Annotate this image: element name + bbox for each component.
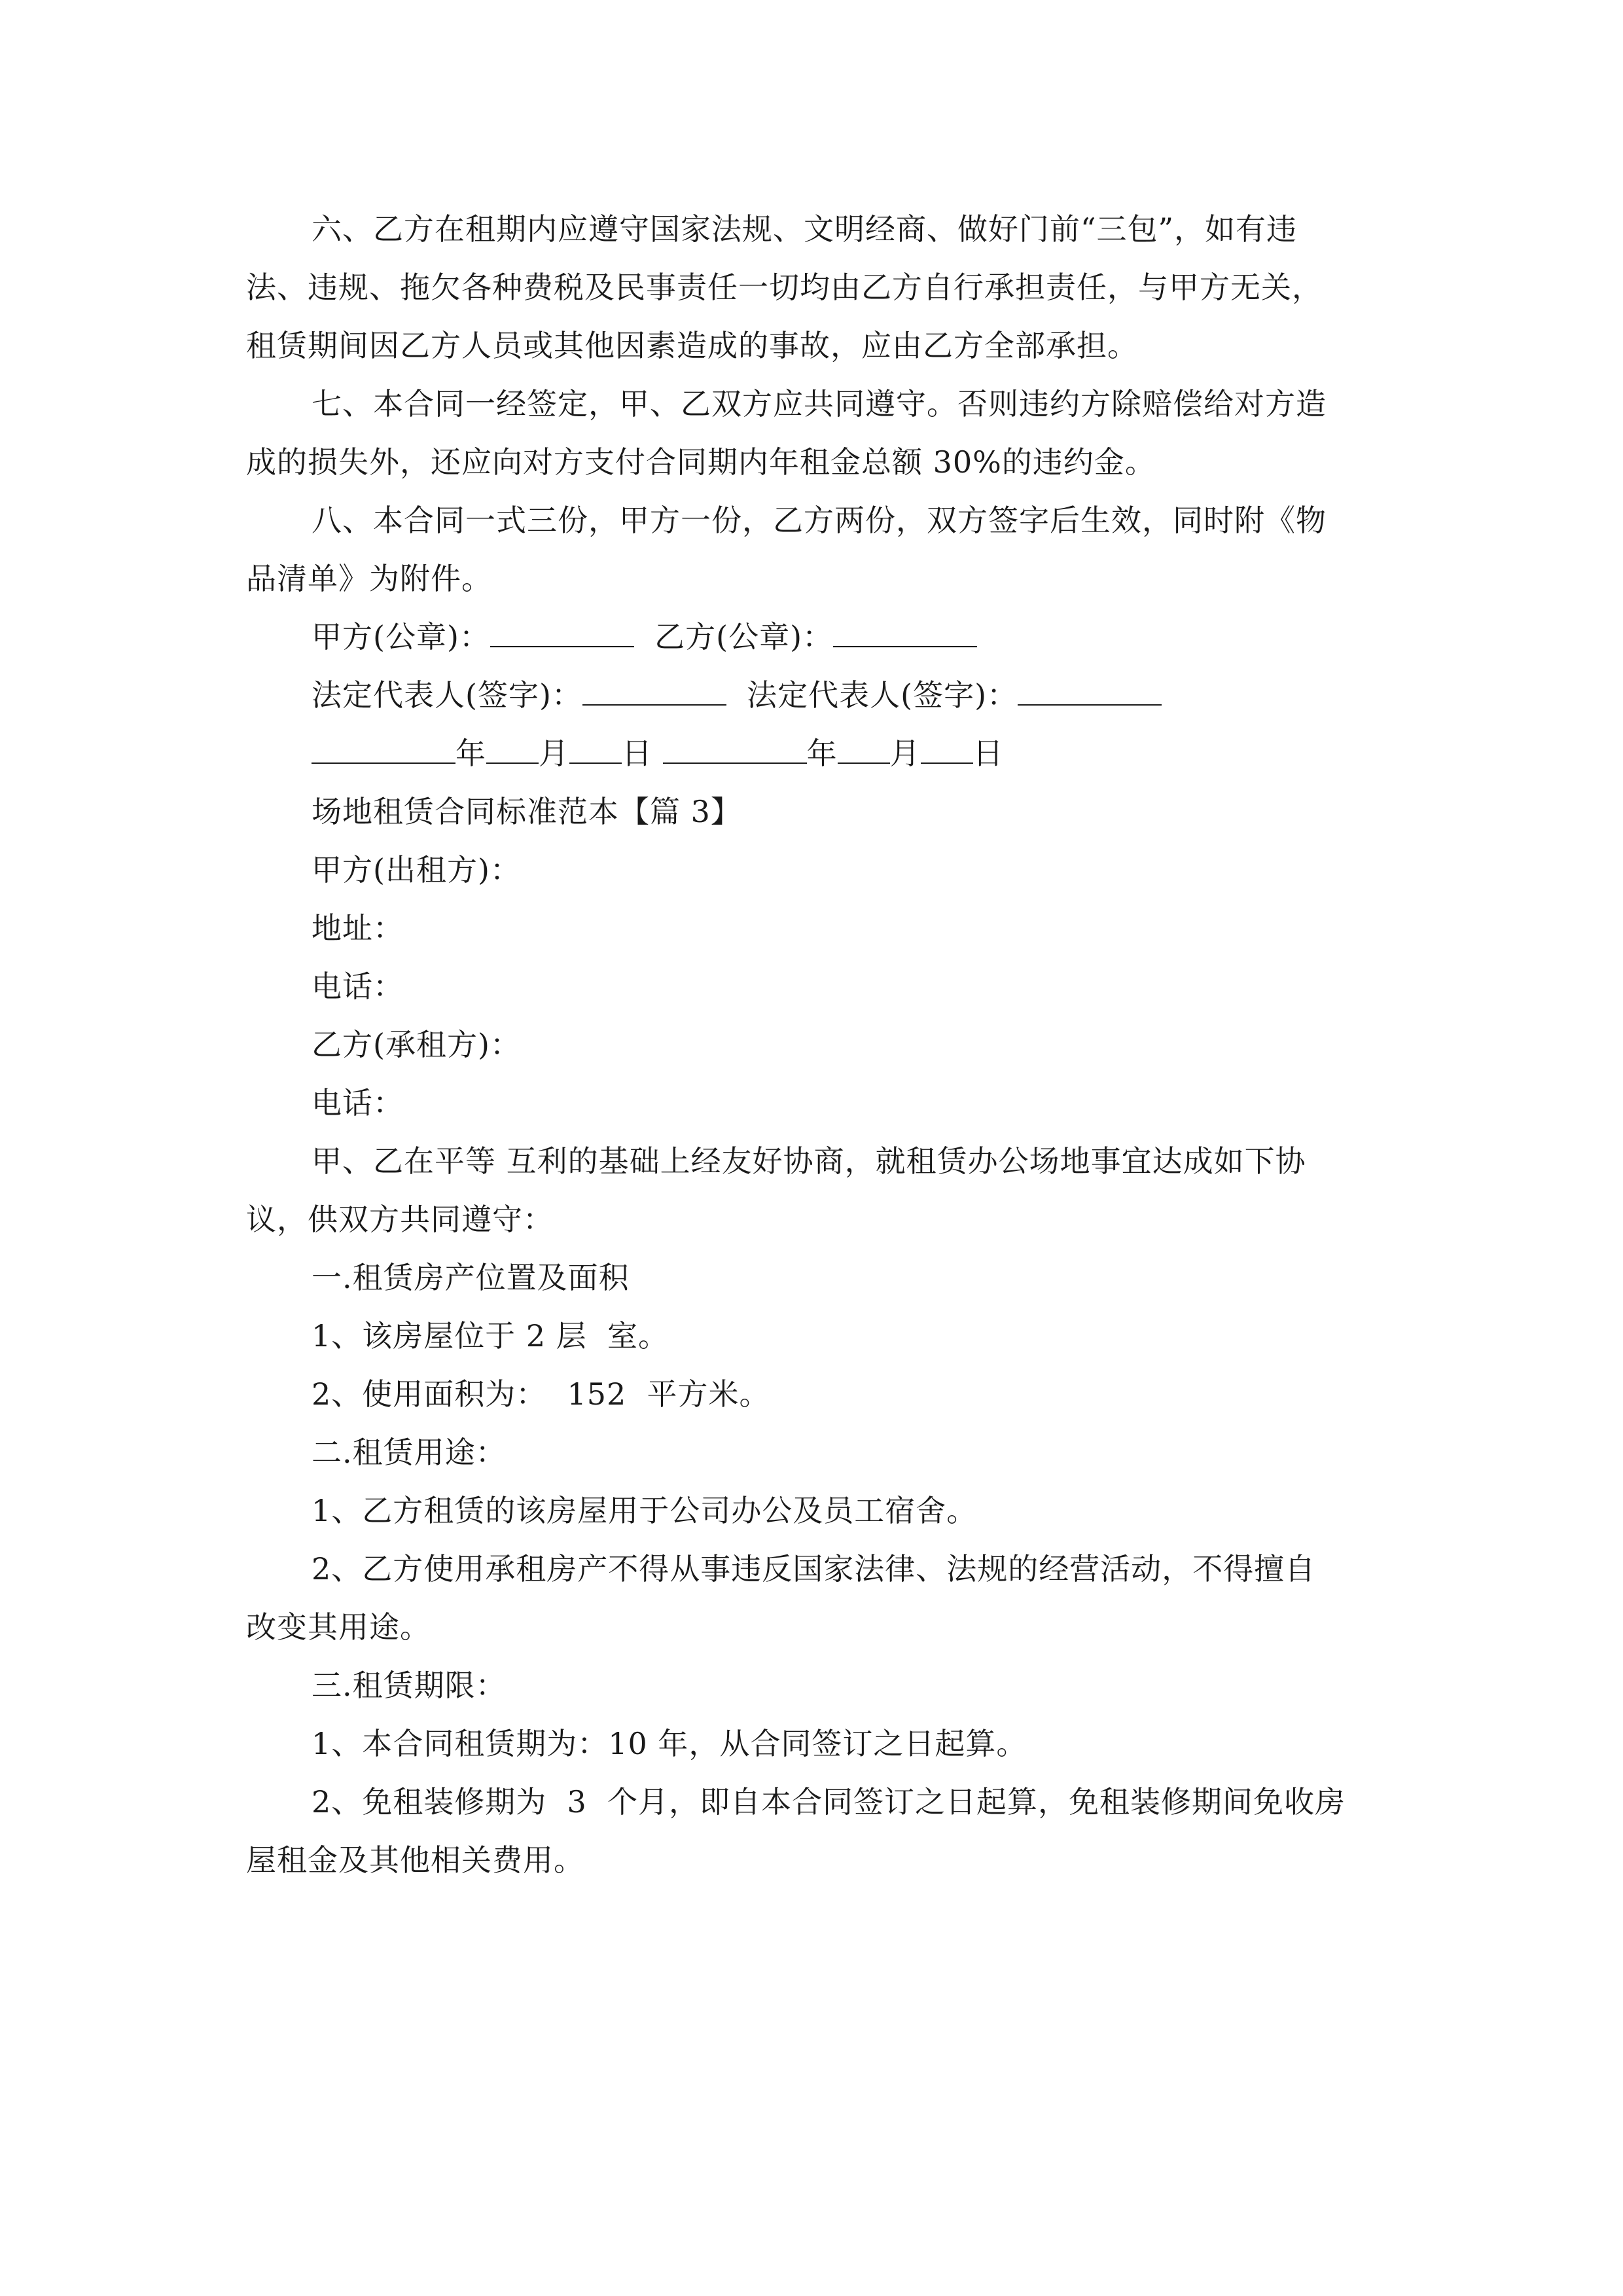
clause-2-title: 二.租赁用途： xyxy=(312,1435,507,1470)
month-label-b: 月 xyxy=(889,736,921,771)
year-label-b: 年 xyxy=(806,736,838,771)
clause-6-line-1: 六、乙方在租期内应遵守国家法规、文明经商、做好门前“三包”，如有违 xyxy=(312,211,1298,247)
address-label: 地址： xyxy=(312,910,404,946)
clause-3-title: 三.租赁期限： xyxy=(312,1668,507,1703)
party-b-rep-label: 法定代表人(签字)： xyxy=(747,677,1018,713)
date-line xyxy=(246,725,1398,783)
year-label-a: 年 xyxy=(455,736,486,771)
intro-line-1: 甲、乙在平等 互利的基础上经友好协商，就租赁办公场地事宜达成如下协 xyxy=(312,1143,1306,1179)
clause-3-item-2-line-1: 2、免租装修期为 3 个月，即自本合同签订之日起算，免租装修期间免收房 xyxy=(312,1784,1346,1820)
clause-2-item-2-line-1: 2、乙方使用承租房产不得从事违反国家法律、法规的经营活动，不得擅自 xyxy=(312,1551,1316,1587)
representative-line xyxy=(246,666,1398,725)
party-a-rep-blank xyxy=(582,678,726,706)
party-a-rep-label: 法定代表人(签字)： xyxy=(312,677,582,713)
clause-2-item-2-line-2: 改变其用途。 xyxy=(246,1609,431,1645)
clause-2-item-1: 1、乙方租赁的该房屋用于公司办公及员工宿舍。 xyxy=(312,1493,978,1528)
intro-line-2: 议，供双方共同遵守： xyxy=(246,1202,554,1237)
day-label-b: 日 xyxy=(972,736,1004,771)
clause-3-item-2-line-2: 屋租金及其他相关费用。 xyxy=(246,1842,584,1878)
clause-1-item-1: 1、该房屋位于 2 层 室。 xyxy=(312,1318,669,1354)
day-label-a: 日 xyxy=(622,736,652,771)
clause-6-line-3: 租赁期间因乙方人员或其他因素造成的事故，应由乙方全部承担。 xyxy=(246,328,1138,363)
party-a-seal-blank xyxy=(490,620,634,647)
month-label-a: 月 xyxy=(539,736,569,771)
day-blank-b xyxy=(921,736,973,764)
year-blank-a xyxy=(312,736,455,764)
lessor-phone-label: 电话： xyxy=(312,969,404,1004)
clause-1-title: 一.租赁房产位置及面积 xyxy=(312,1260,630,1295)
party-a-seal-label: 甲方(公章)： xyxy=(312,619,490,655)
section-3-title: 场地租赁合同标准范本【篇 3】 xyxy=(312,794,741,829)
document-body xyxy=(246,200,1398,1890)
day-blank-a xyxy=(569,736,622,764)
party-b-seal-blank xyxy=(833,620,977,647)
clause-6-line-2: 法、违规、拖欠各种费税及民事责任一切均由乙方自行承担责任，与甲方无关， xyxy=(246,270,1323,305)
clause-7-line-2: 成的损失外，还应向对方支付合同期内年租金总额 30%的违约金。 xyxy=(246,444,1156,480)
lessee-label: 乙方(承租方)： xyxy=(312,1027,521,1062)
clause-8-line-2: 品清单》为附件。 xyxy=(246,561,492,596)
clause-7-line-1: 七、本合同一经签定，甲、乙双方应共同遵守。否则违约方除赔偿给对方造 xyxy=(312,386,1327,422)
party-b-seal-label: 乙方(公章)： xyxy=(654,619,834,655)
month-blank-b xyxy=(838,736,890,764)
seal-line xyxy=(246,608,1398,666)
year-blank-b xyxy=(663,736,807,764)
lessee-phone-label: 电话： xyxy=(312,1085,404,1121)
clause-1-item-2: 2、使用面积为： 152 平方米。 xyxy=(312,1376,770,1412)
lessor-label: 甲方(出租方)： xyxy=(312,852,521,888)
clause-8-line-1: 八、本合同一式三份，甲方一份，乙方两份，双方签字后生效，同时附《物 xyxy=(312,503,1327,538)
party-b-rep-blank xyxy=(1018,678,1162,706)
clause-3-item-1: 1、本合同租赁期为：10 年，从合同签订之日起算。 xyxy=(312,1726,1027,1761)
month-blank-a xyxy=(486,736,539,764)
